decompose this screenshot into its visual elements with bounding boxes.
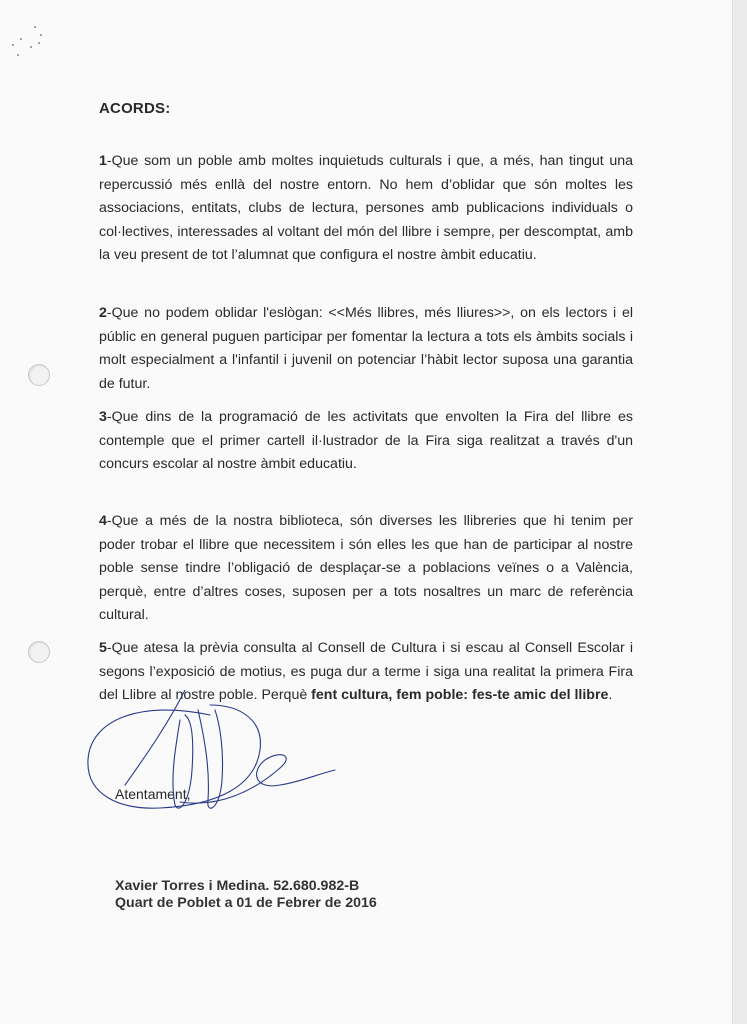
agreement-item-3 xyxy=(99,406,633,477)
section-heading: ACORDS: xyxy=(99,100,171,117)
item-number: 2 xyxy=(99,305,107,321)
handwritten-signature xyxy=(80,690,340,820)
item-text: -Que dins de la programació de les activitats que envolten la Fira del llibre es contemple que el primer cartell il·lustrador de la Fira siga realitzat a través d'un concurs escolar al nostre àmbit educatiu. xyxy=(99,409,633,473)
item-end: . xyxy=(608,687,613,704)
item-number: 1 xyxy=(99,153,107,169)
agreement-item-4 xyxy=(99,510,633,628)
item-number: 4 xyxy=(99,513,107,529)
item-number: 5 xyxy=(99,640,107,656)
item-number: 3 xyxy=(99,409,107,425)
signatory-name: Xavier Torres i Medina. 52.680.982-B xyxy=(115,878,360,894)
item-text: -Que atesa la prèvia consulta al Consell de Cultura i si escau al Consell Escolar i segons l’exposició de motius, es puga dur a terme i siga una realitat la primera Fira del Llibre al nostre poble. Perquè xyxy=(99,640,633,704)
scan-edge xyxy=(732,0,747,1024)
closing-salutation: Atentament, xyxy=(115,786,191,802)
signatory-block xyxy=(115,878,377,912)
item-text: -Que a més de la nostra biblioteca, són diverses les llibreries que hi tenim per poder trobar el llibre que necessitem i són elles les que han de participar al nostre poble sense tindre l’obligació de desplaçar-se a poblacions veïnes o a València, perquè, entre d’altres coses, suposen per a tots nosaltres un marc de referència cultural. xyxy=(99,513,633,624)
place-date: Quart de Poblet a 01 de Febrer de 2016 xyxy=(115,895,377,911)
paper-specks xyxy=(8,18,48,58)
item-bold-slogan: fent cultura, fem poble: fes-te amic del llibre xyxy=(311,687,609,704)
item-text: -Que som un poble amb moltes inquietuds culturals i que, a més, han tingut una repercussió més enllà del nostre entorn. No hem d’oblidar que són moltes les associacions, entitats, clubs de lectura, persones amb publicacions individuals o col·lectives, interessades al voltant del món del llibre i sempre, per descomptat, amb la veu present de tot l’alumnat que configura el nostre àmbit educatiu. xyxy=(99,153,633,264)
punch-hole xyxy=(28,641,50,663)
agreement-item-2 xyxy=(99,302,633,396)
item-text: -Que no podem oblidar l'eslògan: <<Més llibres, més lliures>>, on els lectors i el públic en general puguen participar per fomentar la lectura a tots els àmbits socials i molt especialment a l'infantil i juvenil on potenciar l’hàbit lector suposa una garantia de futur. xyxy=(99,305,633,392)
punch-hole xyxy=(28,364,50,386)
agreement-item-1 xyxy=(99,150,633,268)
